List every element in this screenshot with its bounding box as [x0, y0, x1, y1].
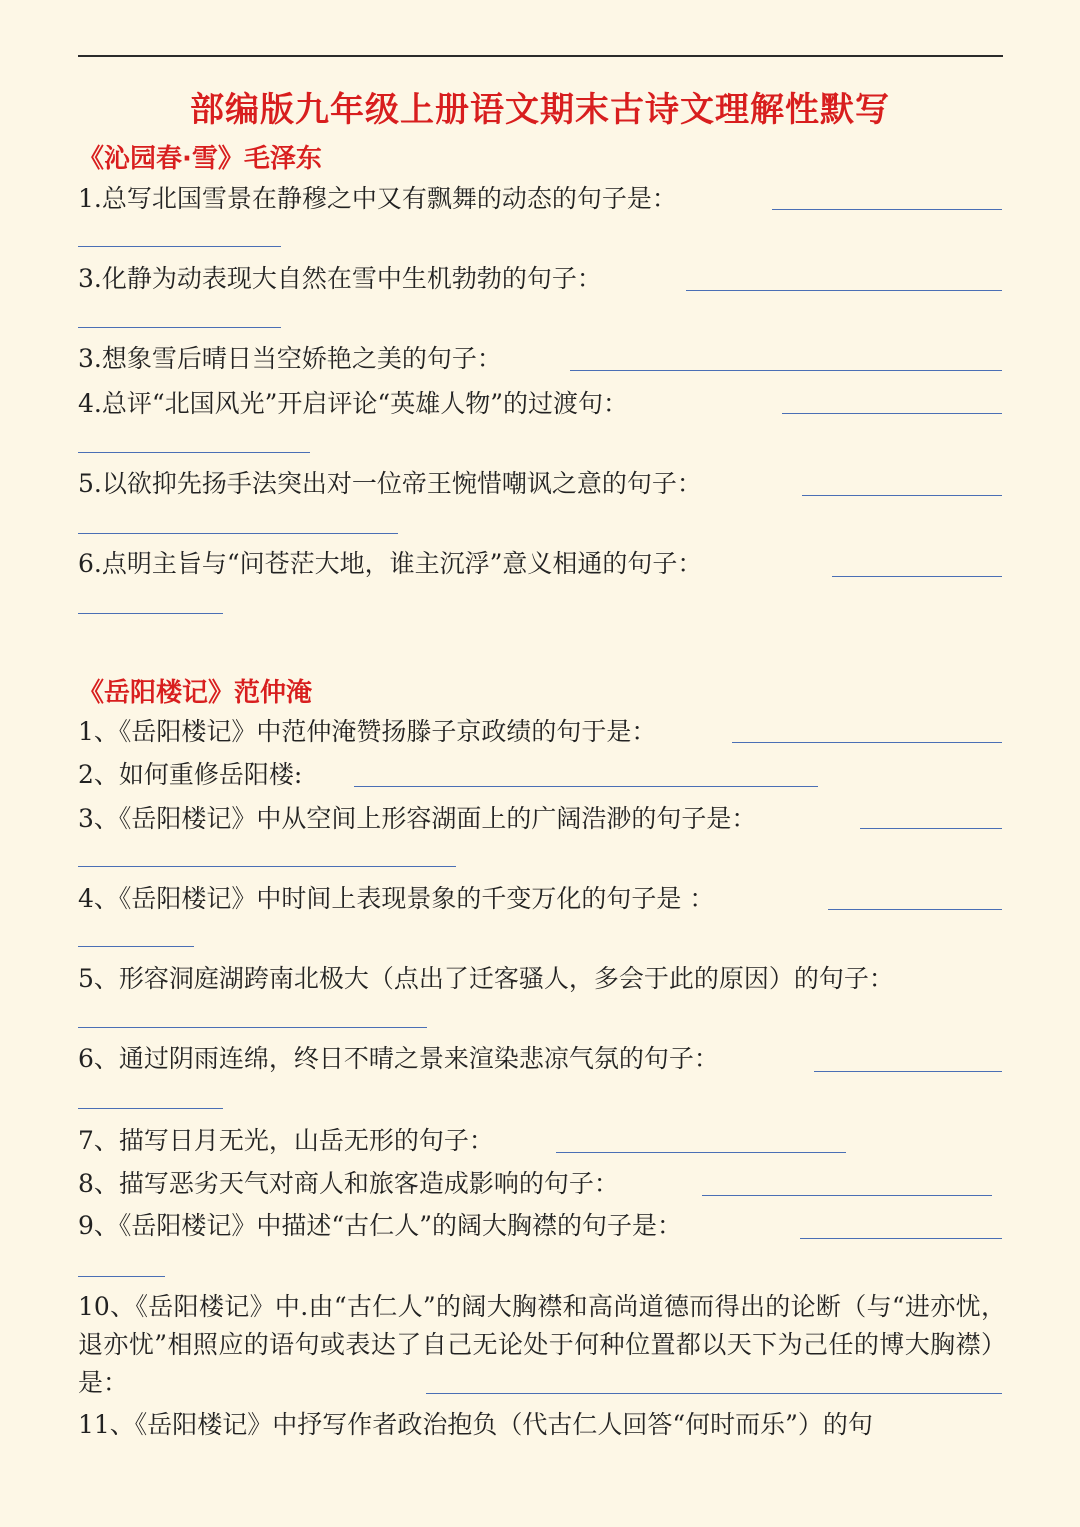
question-item: 4、《岳阳楼记》中时间上表现景象的千变万化的句子是 ： [78, 884, 715, 913]
answer-blank[interactable] [702, 1195, 992, 1196]
question-item: 11、《岳阳楼记》中抒写作者政治抱负（代古仁人回答“何时而乐”）的句 [78, 1410, 873, 1439]
answer-blank[interactable] [828, 909, 1002, 910]
question-item: 2、如何重修岳阳楼: [78, 760, 303, 789]
question-item: 4.总评“北国风光”开启评论“英雄人物”的过渡句： [78, 389, 628, 418]
answer-blank[interactable] [570, 370, 1002, 371]
answer-blank[interactable] [800, 1238, 1002, 1239]
answer-blank[interactable] [732, 742, 1002, 743]
answer-blank[interactable] [354, 786, 818, 787]
question-item: 1、《岳阳楼记》中范仲淹赞扬滕子京政绩的句于是： [78, 717, 657, 746]
question-item: 9、《岳阳楼记》中描述“古仁人”的阔大胸襟的句子是： [78, 1211, 682, 1240]
answer-blank[interactable] [686, 290, 1002, 291]
answer-blank[interactable] [78, 613, 223, 614]
answer-blank[interactable] [782, 413, 1002, 414]
answer-blank[interactable] [78, 533, 398, 534]
answer-blank[interactable] [78, 866, 456, 867]
question-item: 5.以欲抑先扬手法突出对一位帝王惋惜嘲讽之意的句子： [78, 469, 702, 498]
top-divider [78, 55, 1003, 57]
question-item: 3.想象雪后晴日当空娇艳之美的句子： [78, 344, 502, 373]
question-item: 1.总写北国雪景在静穆之中又有飘舞的动态的句子是： [78, 184, 677, 213]
answer-blank[interactable] [814, 1071, 1002, 1072]
answer-blank[interactable] [832, 576, 1002, 577]
answer-blank[interactable] [78, 327, 281, 328]
answer-blank[interactable] [78, 246, 281, 247]
answer-blank[interactable] [78, 946, 194, 947]
question-item: 8、描写恶劣天气对商人和旅客造成影响的句子： [78, 1169, 619, 1198]
answer-blank[interactable] [772, 209, 1002, 210]
section-title-qinyuanchun: 《沁园春·雪》毛泽东 [78, 144, 322, 174]
answer-blank[interactable] [860, 828, 1002, 829]
answer-blank[interactable] [556, 1152, 846, 1153]
answer-blank[interactable] [78, 1108, 223, 1109]
section-title-yueyanglouji: 《岳阳楼记》范仲淹 [78, 678, 313, 708]
answer-blank[interactable] [426, 1393, 1002, 1394]
question-item: 7、描写日月无光，山岳无形的句子： [78, 1126, 494, 1155]
answer-blank[interactable] [802, 495, 1002, 496]
answer-blank[interactable] [78, 452, 310, 453]
question-item-long: 10、《岳阳楼记》中.由“古仁人”的阔大胸襟和高尚道德而得出的论断（与“进亦忧，退亦忧”相照应的语句或表达了自己无论处于何种位置都以天下为己任的博大胸襟）是： [78, 1292, 1006, 1397]
question-item: 3.化静为动表现大自然在雪中生机勃勃的句子： [78, 264, 602, 293]
question-item: 5、形容洞庭湖跨南北极大（点出了迁客骚人，多会于此的原因）的句子： [78, 964, 894, 993]
answer-blank[interactable] [78, 1276, 165, 1277]
question-item: 6、通过阴雨连绵，终日不晴之景来渲染悲凉气氛的句子： [78, 1044, 719, 1073]
page-title: 部编版九年级上册语文期末古诗文理解性默写 [190, 90, 890, 130]
question-item: 3、《岳阳楼记》中从空间上形容湖面上的广阔浩渺的句子是： [78, 804, 757, 833]
answer-blank[interactable] [78, 1027, 427, 1028]
question-item: 6.点明主旨与“问苍茫大地，谁主沉浮”意义相通的句子： [78, 549, 703, 578]
